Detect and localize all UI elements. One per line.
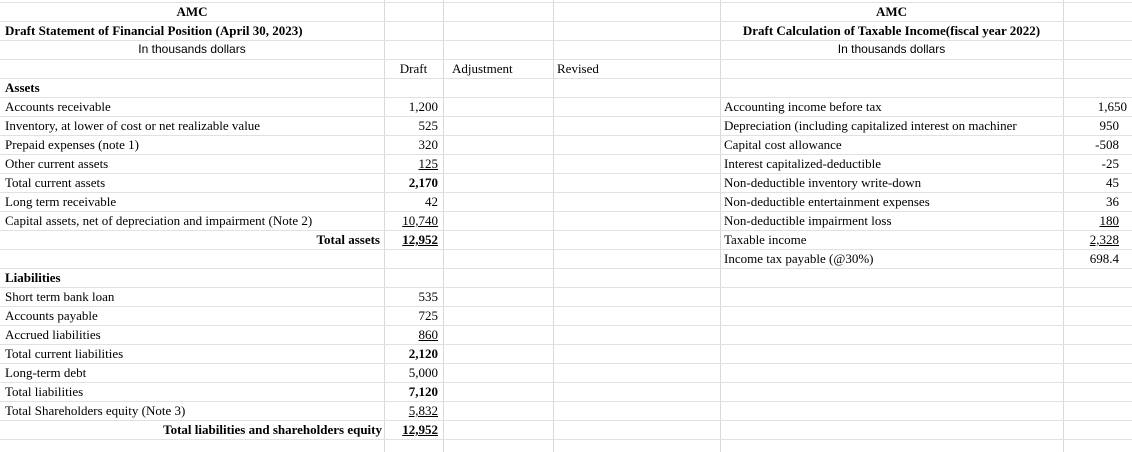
asset-label: Total current assets xyxy=(5,175,106,190)
liabilities-heading: Liabilities xyxy=(5,270,61,285)
right-company-name: AMC xyxy=(875,4,908,19)
total-liabilities-equity-label: Total liabilities and shareholders equity xyxy=(163,422,382,437)
left-company-name: AMC xyxy=(176,4,208,19)
liability-draft-value: 535 xyxy=(418,289,438,304)
tax-row-label: Non-deductible impairment loss xyxy=(724,213,892,228)
column-header-adjustment: Adjustment xyxy=(452,61,513,76)
tax-row-value: 180 xyxy=(1099,213,1119,228)
tax-row-value: 698.4 xyxy=(1089,251,1119,266)
total-assets-value: 12,952 xyxy=(402,232,438,247)
tax-row-label: Non-deductible inventory write-down xyxy=(724,175,922,190)
liability-label: Total current liabilities xyxy=(5,346,124,361)
tax-row-value: -25 xyxy=(1101,156,1119,171)
right-statement-title: Draft Calculation of Taxable Income(fiscal year 2022) xyxy=(742,23,1041,38)
liability-label: Accounts payable xyxy=(5,308,98,323)
tax-row-value: 2,328 xyxy=(1089,232,1119,247)
asset-label: Prepaid expenses (note 1) xyxy=(5,137,139,152)
tax-row-value: 45 xyxy=(1106,175,1119,190)
asset-label: Capital assets, net of depreciation and impairment (Note 2) xyxy=(5,213,313,228)
tax-row-label: Depreciation (including capitalized interest on machiner xyxy=(724,118,1017,133)
asset-draft-value: 525 xyxy=(418,118,438,133)
liability-label: Total liabilities xyxy=(5,384,84,399)
left-subtitle: In thousands dollars xyxy=(138,42,246,56)
tax-row-value: -508 xyxy=(1095,137,1119,152)
liability-label: Accrued liabilities xyxy=(5,327,101,342)
liability-draft-value: 2,120 xyxy=(408,346,438,361)
liability-label: Total Shareholders equity (Note 3) xyxy=(5,403,186,418)
tax-row-label: Income tax payable (@30%) xyxy=(724,251,874,266)
liability-draft-value: 7,120 xyxy=(408,384,438,399)
tax-row-label: Capital cost allowance xyxy=(724,137,842,152)
asset-label: Inventory, at lower of cost or net realizable value xyxy=(5,118,261,133)
tax-row-value: 36 xyxy=(1106,194,1119,209)
tax-row-label: Accounting income before tax xyxy=(724,99,882,114)
tax-row-value: 950 xyxy=(1099,118,1119,133)
asset-draft-value: 10,740 xyxy=(402,213,438,228)
liability-draft-value: 725 xyxy=(418,308,438,323)
asset-label: Accounts receivable xyxy=(5,99,111,114)
total-assets-label: Total assets xyxy=(316,232,380,247)
tax-row-label: Interest capitalized-deductible xyxy=(724,156,882,171)
asset-draft-value: 1,200 xyxy=(408,99,438,114)
asset-label: Other current assets xyxy=(5,156,109,171)
column-header-draft: Draft xyxy=(399,61,428,76)
tax-row-value: 1,650 xyxy=(1097,99,1127,114)
tax-row-label: Non-deductible entertainment expenses xyxy=(724,194,930,209)
total-liabilities-equity-value: 12,952 xyxy=(402,422,438,437)
asset-draft-value: 320 xyxy=(418,137,438,152)
right-subtitle: In thousands dollars xyxy=(837,42,946,56)
asset-draft-value: 125 xyxy=(418,156,438,171)
left-statement-title: Draft Statement of Financial Position (April 30, 2023) xyxy=(5,23,303,38)
tax-row-label: Taxable income xyxy=(724,232,807,247)
liability-label: Long-term debt xyxy=(5,365,87,380)
liability-label: Short term bank loan xyxy=(5,289,115,304)
asset-label: Long term receivable xyxy=(5,194,117,209)
liability-draft-value: 5,832 xyxy=(408,403,438,418)
assets-heading: Assets xyxy=(5,80,40,95)
asset-draft-value: 2,170 xyxy=(408,175,438,190)
asset-draft-value: 42 xyxy=(425,194,438,209)
column-header-revised: Revised xyxy=(557,61,599,76)
liability-draft-value: 5,000 xyxy=(408,365,438,380)
liability-draft-value: 860 xyxy=(418,327,438,342)
